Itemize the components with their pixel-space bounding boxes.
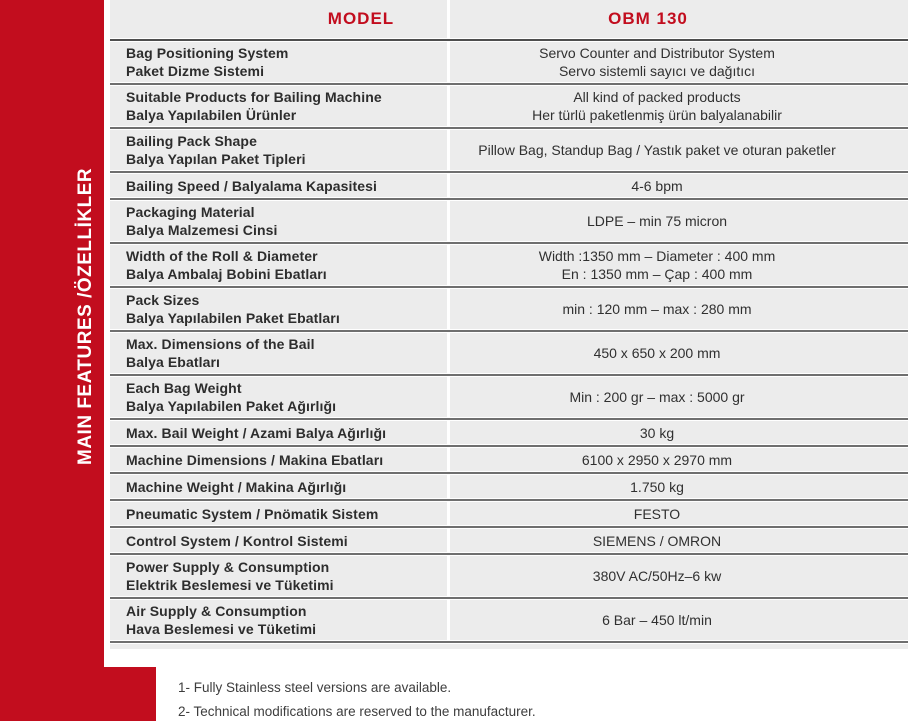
spec-row (110, 421, 908, 444)
spec-label-line: Machine Weight / Makina Ağırlığı (126, 478, 347, 495)
spec-label-cell (110, 245, 447, 285)
spec-value-line: SIEMENS / OMRON (592, 532, 722, 549)
table-header-row (110, 0, 908, 38)
spec-label-cell (110, 529, 447, 552)
spec-value-cell (450, 333, 908, 373)
spec-row (110, 333, 908, 373)
spec-label-cell (110, 289, 447, 329)
spec-label-cell (110, 556, 447, 596)
spec-label-cell (110, 377, 447, 417)
spec-label-line: Pneumatic System / Pnömatik Sistem (126, 505, 379, 522)
spec-label-cell (110, 86, 447, 126)
spec-label-cell (110, 174, 447, 197)
spec-label-line: Bailing Speed / Balyalama Kapasitesi (126, 177, 378, 194)
table-footer-strip (110, 644, 908, 649)
spec-value-line: 30 kg (639, 424, 675, 441)
spec-row (110, 556, 908, 596)
spec-value-cell (450, 42, 908, 82)
spec-label-line: Elektrik Beslemesi ve Tüketimi (126, 577, 334, 593)
spec-value-cell (450, 130, 908, 170)
footnotes (178, 676, 536, 721)
spec-value-line: 4-6 bpm (631, 177, 683, 194)
spec-value-line: 1.750 kg (630, 478, 684, 495)
spec-label-line: Power Supply & Consumption (126, 559, 330, 575)
spec-row (110, 130, 908, 170)
spec-label-line: Pack Sizes (126, 292, 200, 308)
spec-label-cell (110, 475, 447, 498)
spec-value-line: LDPE – min 75 micron (586, 213, 728, 229)
spec-label-line: Bailing Pack Shape (126, 133, 257, 149)
spec-value-cell (450, 475, 908, 498)
spec-row (110, 502, 908, 525)
spec-label-line: Paket Dizme Sistemi (126, 63, 265, 79)
sidebar-red-footer-block (0, 667, 156, 721)
spec-row (110, 245, 908, 285)
spec-label-line: Width of the Roll & Diameter (126, 248, 318, 264)
spec-value-cell (450, 86, 908, 126)
spec-value-cell (450, 448, 908, 471)
spec-table (110, 0, 908, 649)
sidebar-vertical-title: MAIN FEATURES /ÖZELLİKLER (75, 167, 96, 465)
spec-label-line: Suitable Products for Bailing Machine (126, 89, 382, 105)
spec-row (110, 600, 908, 640)
spec-label-cell (110, 130, 447, 170)
spec-label-line: Balya Yapılabilen Paket Ağırlığı (126, 398, 337, 414)
spec-value-line: 380V AC/50Hz–6 kw (592, 568, 722, 584)
spec-value-line: En : 1350 mm – Çap : 400 mm (561, 266, 753, 282)
spec-value-cell (450, 174, 908, 197)
spec-label-cell (110, 201, 447, 241)
spec-label-line: Machine Dimensions / Makina Ebatları (126, 451, 384, 468)
spec-row (110, 201, 908, 241)
spec-label-line: Balya Ambalaj Bobini Ebatları (126, 266, 327, 282)
spec-label-cell (110, 421, 447, 444)
spec-value-cell (450, 600, 908, 640)
spec-label-cell (110, 600, 447, 640)
spec-row (110, 289, 908, 329)
spec-label-line: Balya Yapılabilen Paket Ebatları (126, 310, 340, 326)
spec-value-line: Width :1350 mm – Diameter : 400 mm (538, 248, 776, 264)
spec-label-cell (110, 333, 447, 373)
spec-row (110, 529, 908, 552)
spec-label-line: Balya Malzemesi Cinsi (126, 222, 278, 238)
spec-value-cell (450, 529, 908, 552)
spec-label-line: Hava Beslemesi ve Tüketimi (126, 621, 317, 637)
spec-value-line: Her türlü paketlenmiş ürün balyalanabilir (532, 107, 782, 123)
spec-row (110, 174, 908, 197)
spec-label-line: Bag Positioning System (126, 45, 289, 61)
spec-value-line: 6100 x 2950 x 2970 mm (581, 451, 733, 468)
spec-value-line: Pillow Bag, Standup Bag / Yastık paket ve oturan paketler (478, 142, 836, 158)
spec-label-line: Packaging Material (126, 204, 255, 220)
spec-label-line: Max. Dimensions of the Bail (126, 336, 315, 352)
spec-value-cell (450, 289, 908, 329)
spec-row (110, 475, 908, 498)
spec-value-cell (450, 556, 908, 596)
spec-label-line: Balya Yapılabilen Ürünler (126, 107, 297, 123)
spec-value-line: min : 120 mm – max : 280 mm (562, 301, 752, 317)
spec-label-line: Balya Yapılan Paket Tipleri (126, 151, 306, 167)
spec-label-cell (110, 448, 447, 471)
spec-value-cell (450, 502, 908, 525)
spec-value-cell (450, 377, 908, 417)
spec-value-cell (450, 245, 908, 285)
spec-label-line: Balya Ebatları (126, 354, 220, 370)
spec-value-line: FESTO (633, 505, 681, 522)
footnote-2: 2- Technical modifications are reserved to the manufacturer. (178, 704, 536, 719)
spec-row (110, 86, 908, 126)
spec-label-cell (110, 502, 447, 525)
spec-value-cell (450, 421, 908, 444)
table-body (110, 42, 908, 644)
table-header-model-value: OBM 130 (608, 9, 688, 28)
spec-row (110, 377, 908, 417)
spec-label-cell (110, 42, 447, 82)
spec-label-line: Air Supply & Consumption (126, 603, 307, 619)
spec-value-cell (450, 201, 908, 241)
spec-value-line: All kind of packed products (573, 89, 741, 105)
spec-value-line: Servo Counter and Distributor System (539, 45, 775, 61)
spec-row (110, 448, 908, 471)
spec-label-line: Control System / Kontrol Sistemi (126, 532, 348, 549)
spec-label-line: Each Bag Weight (126, 380, 242, 396)
spec-label-line: Max. Bail Weight / Azami Balya Ağırlığı (126, 424, 387, 441)
spec-value-line: 450 x 650 x 200 mm (593, 345, 721, 361)
table-header-model: MODEL (327, 9, 395, 28)
spec-value-line: Min : 200 gr – max : 5000 gr (569, 389, 745, 405)
spec-row (110, 42, 908, 82)
footnote-1: 1- Fully Stainless steel versions are available. (178, 680, 452, 695)
spec-value-line: Servo sistemli sayıcı ve dağıtıcı (558, 63, 756, 79)
spec-value-line: 6 Bar – 450 lt/min (602, 612, 712, 628)
